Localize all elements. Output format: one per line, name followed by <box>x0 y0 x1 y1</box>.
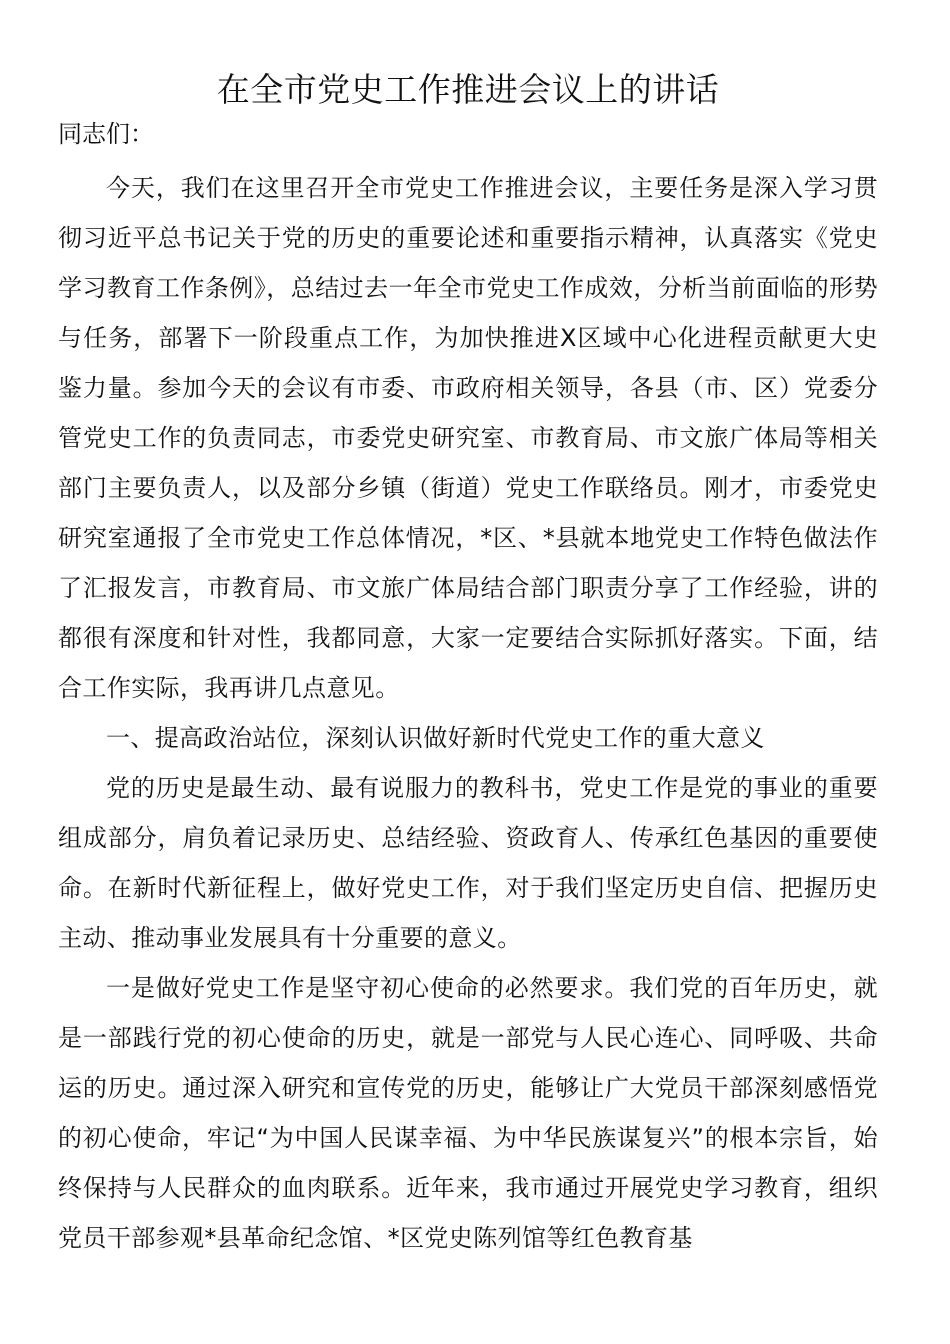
document-title: 在全市党史工作推进会议上的讲话 <box>216 70 720 109</box>
intro-paragraph: 今天，我们在这里召开全市党史工作推进会议，主要任务是深入学习贯彻习近平总书记关于党的历史的重要论述和重要指示精神，认真落实《党史学习教育工作条例》，总结过去一年全市党史工作成效，分析当前面临的形势与任务，部署下一阶段重点工作，为加快推进X区域中心化进程贡献更大史鉴力量。参加今天的会议有市委、市政府相关领导，各县（市、区）党委分管党史工作的负责同志，市委党史研究室、市教育局、市文旅广体局等相关部门主要负责人，以及部分乡镇（街道）党史工作联络员。刚才，市委党史研究室通报了全市党史工作总体情况，*区、*县就本地党史工作特色做法作了汇报发言，市教育局、市文旅广体局结合部门职责分享了工作经验，讲的都很有深度和针对性，我都同意，大家一定要结合实际抓好落实。下面，结合工作实际，我再讲几点意见。 <box>58 174 878 702</box>
section-paragraph-2: 一是做好党史工作是坚守初心使命的必然要求。我们党的百年历史，就是一部践行党的初心使命的历史，就是一部党与人民心连心、同呼吸、共命运的历史。通过深入研究和宣传党的历史，能够让广大党员干部深刻感悟党的初心使命，牢记“为中国人民谋幸福、为中华民族谋复兴”的根本宗旨，始终保持与人民群众的血肉联系。近年来，我市通过开展党史学习教育，组织党员干部参观*县革命纪念馆、*区党史陈列馆等红色教育基 <box>58 974 878 1252</box>
document-page <box>58 62 878 1263</box>
salutation: 同志们： <box>58 120 154 148</box>
section-paragraph-1: 党的历史是最生动、最有说服力的教科书，党史工作是党的事业的重要组成部分，肩负着记录历史、总结经验、资政育人、传承红色基因的重要使命。在新时代新征程上，做好党史工作，对于我们坚定历史自信、把握历史主动、推动事业发展具有十分重要的意义。 <box>58 774 878 952</box>
section-heading: 一、提高政治站位，深刻认识做好新时代党史工作的重大意义 <box>106 724 765 752</box>
